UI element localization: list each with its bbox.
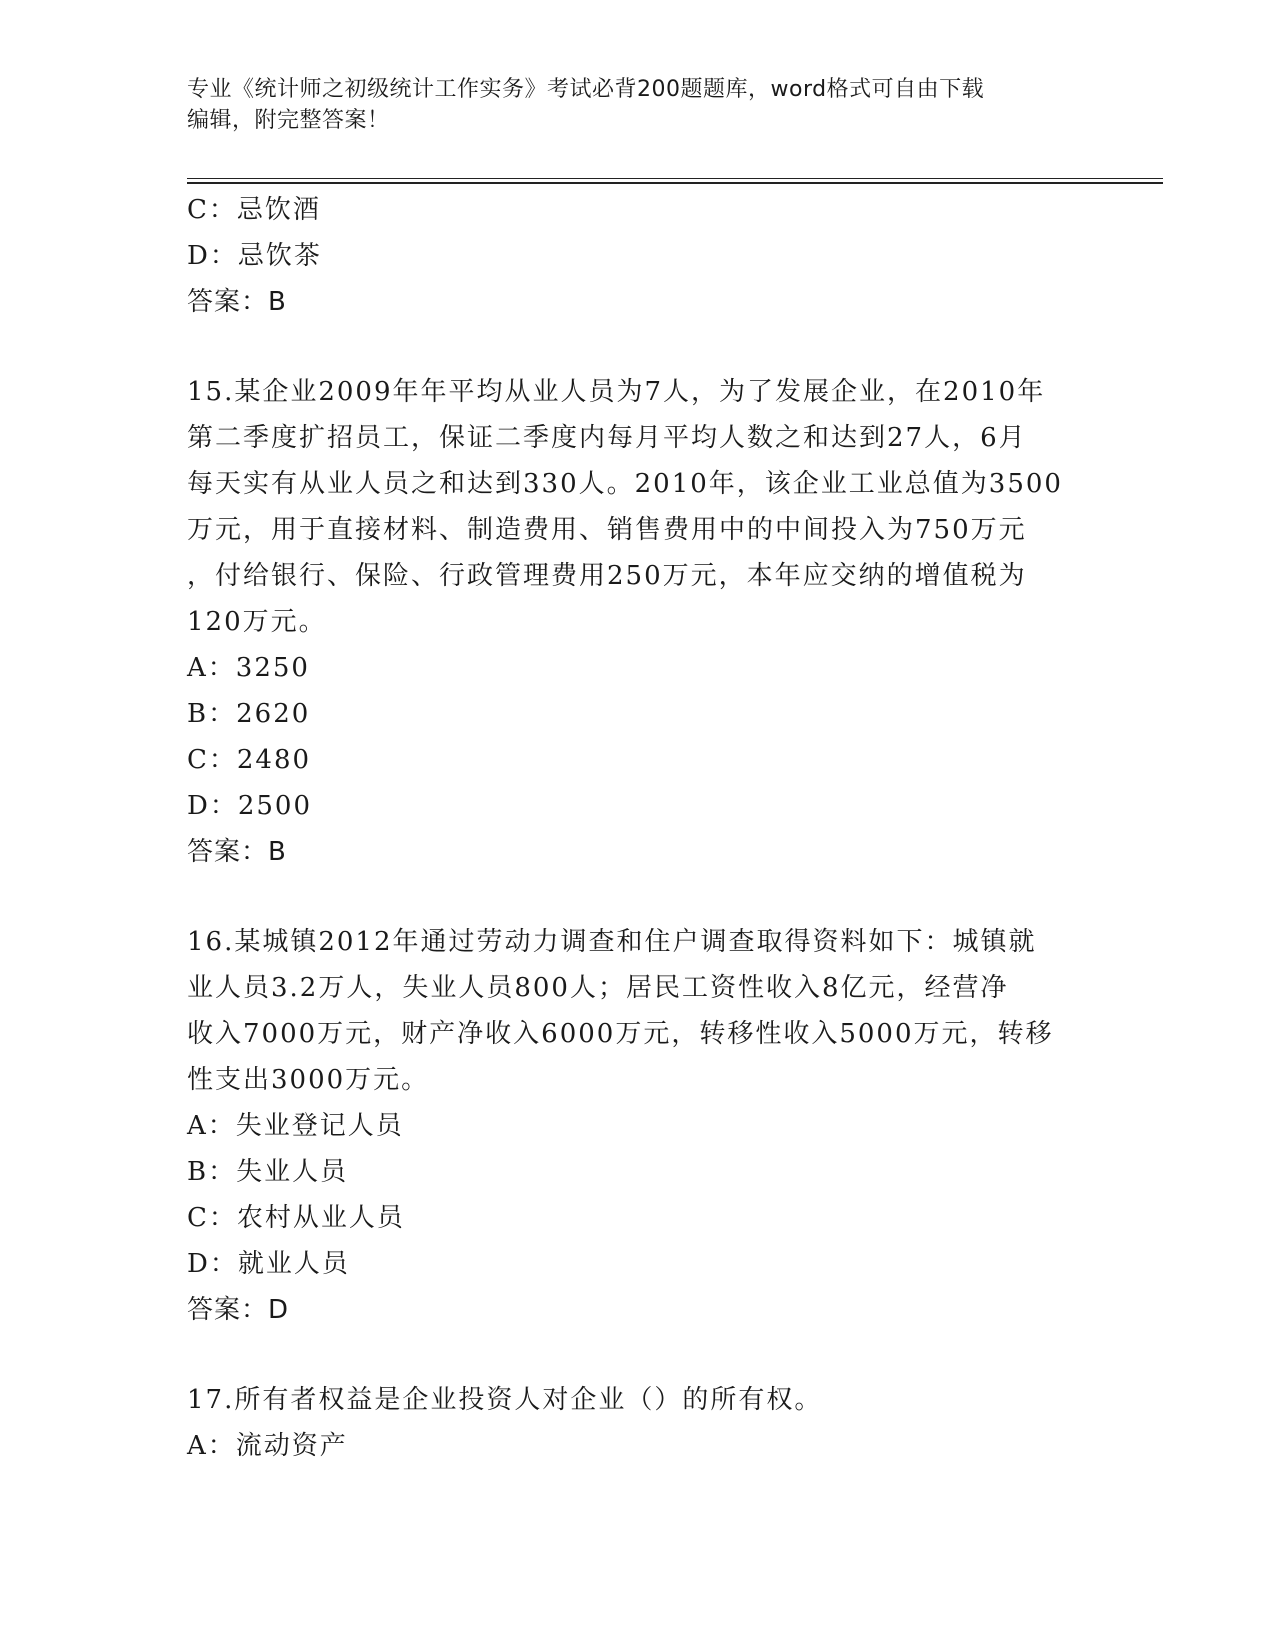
- spacer: [187, 325, 1087, 369]
- question-stem-line: 性支出3000万元。: [187, 1065, 430, 1095]
- question-15: [187, 369, 1087, 875]
- answer-line: 答案：B: [187, 837, 287, 867]
- spacer: [187, 1333, 1087, 1377]
- option-d: D：就业人员: [187, 1249, 350, 1279]
- question-stem-line: ，付给银行、保险、行政管理费用250万元，本年应交纳的增值税为: [187, 561, 1027, 591]
- question-stem-line: 16.某城镇2012年通过劳动力调查和住户调查取得资料如下：城镇就: [187, 927, 1037, 957]
- answer-line: 答案：D: [187, 1295, 290, 1325]
- option-c: C：2480: [187, 745, 312, 775]
- answer-line: 答案：B: [187, 287, 287, 317]
- option-b: B：失业人员: [187, 1157, 349, 1187]
- question-stem-line: 15.某企业2009年年平均从业人员为7人，为了发展企业，在2010年: [187, 377, 1046, 407]
- option-a: A：失业登记人员: [187, 1111, 404, 1141]
- question-14-tail: [187, 187, 1087, 325]
- option-c: C：忌饮酒: [187, 195, 321, 225]
- question-stem-line: 业人员3.2万人，失业人员800人；居民工资性收入8亿元，经营净: [187, 973, 1009, 1003]
- option-a: A：3250: [187, 653, 310, 683]
- header-divider-thin: [187, 178, 1163, 179]
- question-17: [187, 1377, 1087, 1469]
- header-title-line-2: 编辑，附完整答案！: [187, 108, 390, 133]
- document-header: [187, 74, 1087, 136]
- option-b: B：2620: [187, 699, 311, 729]
- question-stem-line: 120万元。: [187, 607, 327, 637]
- question-list: [187, 187, 1087, 1469]
- question-stem-line: 万元，用于直接材料、制造费用、销售费用中的中间投入为750万元: [187, 515, 1027, 545]
- question-stem-line: 每天实有从业人员之和达到330人。2010年，该企业工业总值为3500: [187, 469, 1063, 499]
- option-a: A：流动资产: [187, 1431, 348, 1461]
- question-stem-line: 第二季度扩招员工，保证二季度内每月平均人数之和达到27人，6月: [187, 423, 1027, 453]
- question-stem-line: 17.所有者权益是企业投资人对企业（）的所有权。: [187, 1385, 823, 1415]
- option-d: D：2500: [187, 791, 313, 821]
- header-divider-thick: [187, 182, 1163, 184]
- question-16: [187, 919, 1087, 1333]
- option-d: D：忌饮茶: [187, 241, 322, 271]
- header-title-line-1: 专业《统计师之初级统计工作实务》考试必背200题题库，word格式可自由下载: [187, 77, 985, 102]
- spacer: [187, 875, 1087, 919]
- option-c: C：农村从业人员: [187, 1203, 405, 1233]
- question-stem-line: 收入7000万元，财产净收入6000万元，转移性收入5000万元，转移: [187, 1019, 1054, 1049]
